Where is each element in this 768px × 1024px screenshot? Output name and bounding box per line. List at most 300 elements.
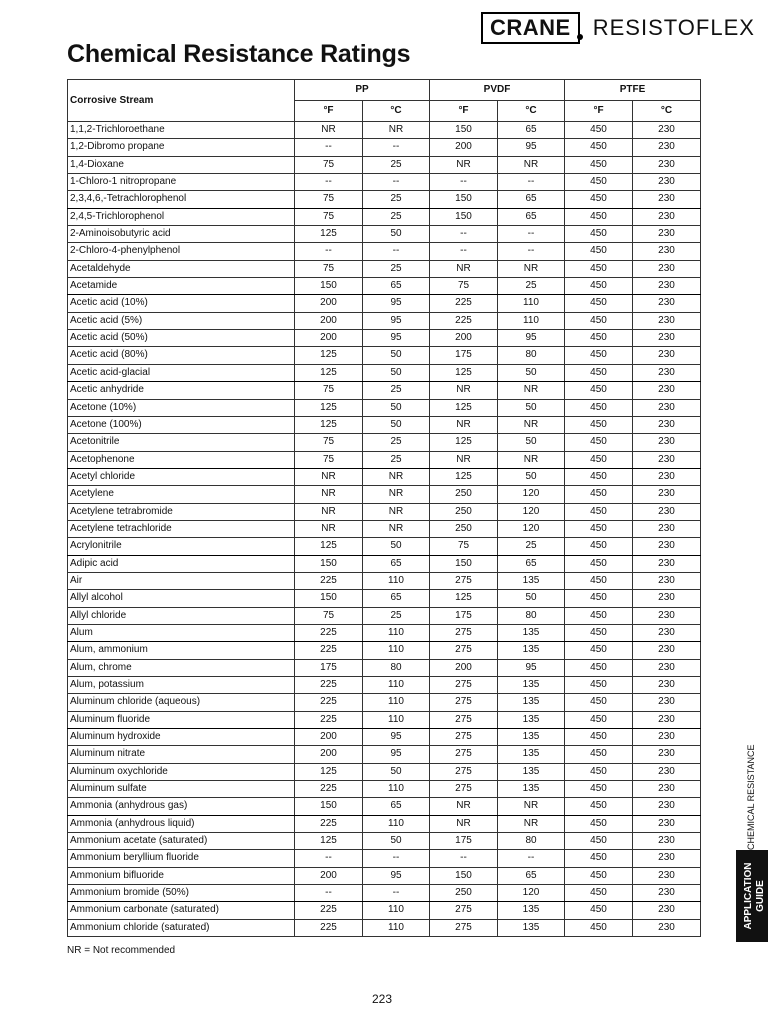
chemical-name-cell: 2-Aminoisobutyric acid xyxy=(68,226,295,243)
table-row xyxy=(68,295,701,312)
rating-cell: 230 xyxy=(633,243,701,260)
rating-cell: 450 xyxy=(565,416,633,433)
rating-cell: 450 xyxy=(565,694,633,711)
footnote: NR = Not recommended xyxy=(67,945,176,956)
rating-cell: NR xyxy=(430,260,498,277)
rating-cell: 125 xyxy=(295,763,363,780)
rating-cell: 25 xyxy=(498,278,565,295)
chemical-name-cell: Ammonium bromide (50%) xyxy=(68,885,295,902)
rating-cell: 25 xyxy=(498,538,565,555)
side-section-label xyxy=(742,744,768,850)
rating-cell: -- xyxy=(498,243,565,260)
rating-cell: 110 xyxy=(363,624,430,641)
rating-cell: NR xyxy=(430,451,498,468)
rating-cell: 450 xyxy=(565,364,633,381)
rating-cell: 135 xyxy=(498,572,565,589)
rating-cell: 110 xyxy=(363,677,430,694)
rating-cell: 95 xyxy=(498,659,565,676)
rating-cell: 110 xyxy=(363,572,430,589)
rating-cell: -- xyxy=(430,226,498,243)
chemical-name-cell: Acetone (100%) xyxy=(68,416,295,433)
rating-cell: 250 xyxy=(430,520,498,537)
rating-cell: 120 xyxy=(498,885,565,902)
table-row xyxy=(68,677,701,694)
rating-cell: 450 xyxy=(565,607,633,624)
rating-cell: 230 xyxy=(633,174,701,191)
rating-cell: 110 xyxy=(498,295,565,312)
table-row xyxy=(68,729,701,746)
rating-cell: 450 xyxy=(565,226,633,243)
rating-cell: 200 xyxy=(295,729,363,746)
rating-cell: 135 xyxy=(498,781,565,798)
rating-cell: 250 xyxy=(430,486,498,503)
rating-cell: 450 xyxy=(565,642,633,659)
table-row xyxy=(68,122,701,139)
rating-cell: 230 xyxy=(633,711,701,728)
rating-cell: 110 xyxy=(363,781,430,798)
chemical-name-cell: Acetyl chloride xyxy=(68,468,295,485)
rating-cell: 230 xyxy=(633,122,701,139)
rating-cell: 230 xyxy=(633,364,701,381)
table-row xyxy=(68,139,701,156)
chemical-name-cell: Acetic acid-glacial xyxy=(68,364,295,381)
rating-cell: 150 xyxy=(295,278,363,295)
rating-cell: -- xyxy=(363,174,430,191)
side-tab-line2: GUIDE xyxy=(755,880,766,912)
unit-header-pp-f: °F xyxy=(295,101,363,122)
rating-cell: 225 xyxy=(430,295,498,312)
side-section-label-text: CHEMICAL RESISTANCE xyxy=(746,744,756,850)
rating-cell: 135 xyxy=(498,694,565,711)
rating-cell: NR xyxy=(430,815,498,832)
rating-cell: 225 xyxy=(295,694,363,711)
table-row xyxy=(68,278,701,295)
rating-cell: 135 xyxy=(498,746,565,763)
table-row xyxy=(68,850,701,867)
logo-dot xyxy=(577,34,583,40)
rating-cell: 50 xyxy=(498,399,565,416)
rating-cell: 230 xyxy=(633,694,701,711)
chemical-name-cell: Alum, ammonium xyxy=(68,642,295,659)
table-row xyxy=(68,260,701,277)
table-row xyxy=(68,746,701,763)
chemical-name-cell: Ammonium beryllium fluoride xyxy=(68,850,295,867)
table-row xyxy=(68,520,701,537)
rating-cell: 200 xyxy=(430,659,498,676)
rating-cell: 120 xyxy=(498,520,565,537)
rating-cell: 200 xyxy=(430,330,498,347)
rating-cell: 200 xyxy=(295,330,363,347)
rating-cell: 250 xyxy=(430,885,498,902)
rating-cell: -- xyxy=(363,885,430,902)
rating-cell: 250 xyxy=(430,503,498,520)
table-row xyxy=(68,555,701,572)
table-row xyxy=(68,590,701,607)
rating-cell: 275 xyxy=(430,763,498,780)
rating-cell: 225 xyxy=(430,312,498,329)
table-row xyxy=(68,624,701,641)
chemical-name-cell: 1-Chloro-1 nitropropane xyxy=(68,174,295,191)
rating-cell: 150 xyxy=(295,798,363,815)
chemical-name-cell: 2,4,5-Trichlorophenol xyxy=(68,208,295,225)
unit-header-pvdf-f: °F xyxy=(430,101,498,122)
chemical-name-cell: Acetylene tetrabromide xyxy=(68,503,295,520)
chemical-name-cell: Acetic acid (80%) xyxy=(68,347,295,364)
rating-cell: 230 xyxy=(633,191,701,208)
rating-cell: 450 xyxy=(565,330,633,347)
rating-cell: 230 xyxy=(633,486,701,503)
table-row xyxy=(68,538,701,555)
rating-cell: 450 xyxy=(565,781,633,798)
rating-cell: 230 xyxy=(633,226,701,243)
rating-cell: 450 xyxy=(565,538,633,555)
rating-cell: 225 xyxy=(295,919,363,936)
chemical-name-cell: Alum xyxy=(68,624,295,641)
rating-cell: -- xyxy=(430,174,498,191)
rating-cell: 230 xyxy=(633,278,701,295)
rating-cell: 230 xyxy=(633,538,701,555)
table-row xyxy=(68,208,701,225)
rating-cell: NR xyxy=(498,451,565,468)
chemical-name-cell: Aluminum oxychloride xyxy=(68,763,295,780)
rating-cell: 75 xyxy=(295,156,363,173)
unit-header-pp-c: °C xyxy=(363,101,430,122)
rating-cell: 50 xyxy=(363,416,430,433)
rating-cell: 230 xyxy=(633,399,701,416)
table-row xyxy=(68,243,701,260)
rating-cell: 135 xyxy=(498,624,565,641)
table-row xyxy=(68,815,701,832)
table-row xyxy=(68,763,701,780)
rating-cell: NR xyxy=(363,486,430,503)
chemical-name-cell: Acetylene xyxy=(68,486,295,503)
rating-cell: 150 xyxy=(430,191,498,208)
rating-cell: 50 xyxy=(498,434,565,451)
rating-cell: 275 xyxy=(430,694,498,711)
table-row xyxy=(68,486,701,503)
crane-logo-text: CRANE xyxy=(490,15,571,40)
chemical-name-cell: Ammonium carbonate (saturated) xyxy=(68,902,295,919)
rating-cell: 125 xyxy=(295,538,363,555)
rating-cell: 450 xyxy=(565,867,633,884)
rating-cell: NR xyxy=(295,503,363,520)
rating-cell: 125 xyxy=(430,364,498,381)
rating-cell: 450 xyxy=(565,624,633,641)
chemical-name-cell: Acrylonitrile xyxy=(68,538,295,555)
chemical-name-cell: 1,2-Dibromo propane xyxy=(68,139,295,156)
rating-cell: -- xyxy=(430,243,498,260)
rating-cell: 230 xyxy=(633,885,701,902)
rating-cell: 225 xyxy=(295,624,363,641)
table-row xyxy=(68,364,701,381)
rating-cell: 175 xyxy=(295,659,363,676)
table-row xyxy=(68,330,701,347)
rating-cell: 230 xyxy=(633,659,701,676)
rating-cell: 230 xyxy=(633,763,701,780)
rating-cell: 110 xyxy=(363,919,430,936)
rating-cell: 75 xyxy=(295,434,363,451)
rating-cell: 450 xyxy=(565,885,633,902)
rating-cell: 225 xyxy=(295,781,363,798)
table-row xyxy=(68,156,701,173)
rating-cell: 230 xyxy=(633,347,701,364)
rating-cell: 80 xyxy=(498,347,565,364)
table-row xyxy=(68,468,701,485)
side-tab-line1: APPLICATION xyxy=(743,862,754,930)
rating-cell: 450 xyxy=(565,347,633,364)
rating-cell: 80 xyxy=(498,607,565,624)
rating-cell: NR xyxy=(430,798,498,815)
table-body xyxy=(68,122,701,937)
rating-cell: 200 xyxy=(295,867,363,884)
rating-cell: 135 xyxy=(498,763,565,780)
rating-cell: 95 xyxy=(498,330,565,347)
rating-cell: NR xyxy=(430,382,498,399)
rating-cell: NR xyxy=(363,468,430,485)
column-header-ptfe: PTFE xyxy=(565,80,701,101)
rating-cell: 50 xyxy=(363,399,430,416)
rating-cell: 450 xyxy=(565,555,633,572)
rating-cell: NR xyxy=(430,416,498,433)
crane-logo xyxy=(481,12,580,44)
rating-cell: NR xyxy=(498,260,565,277)
chemical-name-cell: Acetic anhydride xyxy=(68,382,295,399)
rating-cell: 230 xyxy=(633,833,701,850)
rating-cell: 275 xyxy=(430,711,498,728)
rating-cell: 135 xyxy=(498,729,565,746)
rating-cell: 230 xyxy=(633,156,701,173)
rating-cell: 450 xyxy=(565,451,633,468)
rating-cell: 25 xyxy=(363,382,430,399)
rating-cell: 200 xyxy=(295,746,363,763)
chemical-name-cell: Acetaldehyde xyxy=(68,260,295,277)
rating-cell: 275 xyxy=(430,642,498,659)
rating-cell: -- xyxy=(363,850,430,867)
resistoflex-logo-text: RESISTOFLEX xyxy=(592,15,755,40)
chemical-name-cell: 2-Chloro-4-phenylphenol xyxy=(68,243,295,260)
rating-cell: 225 xyxy=(295,572,363,589)
chemical-name-cell: Alum, chrome xyxy=(68,659,295,676)
chemical-name-cell: Acetic acid (5%) xyxy=(68,312,295,329)
rating-cell: 80 xyxy=(498,833,565,850)
rating-cell: 150 xyxy=(295,555,363,572)
rating-cell: 230 xyxy=(633,330,701,347)
rating-cell: 95 xyxy=(363,312,430,329)
rating-cell: 65 xyxy=(498,122,565,139)
rating-cell: 275 xyxy=(430,624,498,641)
rating-cell: 450 xyxy=(565,278,633,295)
rating-cell: 65 xyxy=(498,555,565,572)
chemical-name-cell: Aluminum sulfate xyxy=(68,781,295,798)
side-guide-tab xyxy=(736,850,768,942)
unit-header-ptfe-c: °C xyxy=(633,101,701,122)
chemical-name-cell: Allyl alcohol xyxy=(68,590,295,607)
rating-cell: NR xyxy=(295,486,363,503)
rating-cell: NR xyxy=(363,520,430,537)
rating-cell: 25 xyxy=(363,451,430,468)
table-row xyxy=(68,711,701,728)
rating-cell: 125 xyxy=(295,416,363,433)
table-row xyxy=(68,503,701,520)
rating-cell: 450 xyxy=(565,833,633,850)
rating-cell: 275 xyxy=(430,572,498,589)
rating-cell: 275 xyxy=(430,919,498,936)
rating-cell: 50 xyxy=(363,364,430,381)
chemical-name-cell: 1,4-Dioxane xyxy=(68,156,295,173)
rating-cell: 450 xyxy=(565,919,633,936)
rating-cell: 65 xyxy=(498,867,565,884)
rating-cell: 175 xyxy=(430,347,498,364)
rating-cell: -- xyxy=(295,243,363,260)
rating-cell: 275 xyxy=(430,746,498,763)
rating-cell: 175 xyxy=(430,607,498,624)
rating-cell: -- xyxy=(363,243,430,260)
table-row xyxy=(68,416,701,433)
chemical-name-cell: Aluminum hydroxide xyxy=(68,729,295,746)
rating-cell: 230 xyxy=(633,867,701,884)
rating-cell: NR xyxy=(430,156,498,173)
rating-cell: 450 xyxy=(565,572,633,589)
rating-cell: 80 xyxy=(363,659,430,676)
rating-cell: 110 xyxy=(498,312,565,329)
rating-cell: 120 xyxy=(498,503,565,520)
rating-cell: -- xyxy=(498,174,565,191)
table-row xyxy=(68,347,701,364)
rating-cell: 95 xyxy=(363,746,430,763)
rating-cell: 135 xyxy=(498,677,565,694)
rating-cell: 450 xyxy=(565,174,633,191)
rating-cell: 25 xyxy=(363,260,430,277)
rating-cell: 450 xyxy=(565,520,633,537)
rating-cell: 230 xyxy=(633,590,701,607)
rating-cell: 450 xyxy=(565,434,633,451)
rating-cell: 125 xyxy=(295,226,363,243)
table-row xyxy=(68,382,701,399)
table-row xyxy=(68,226,701,243)
chemical-name-cell: Acetylene tetrachloride xyxy=(68,520,295,537)
rating-cell: 230 xyxy=(633,677,701,694)
rating-cell: 230 xyxy=(633,503,701,520)
rating-cell: 230 xyxy=(633,295,701,312)
rating-cell: 450 xyxy=(565,711,633,728)
rating-cell: NR xyxy=(498,416,565,433)
table-row xyxy=(68,659,701,676)
rating-cell: 450 xyxy=(565,503,633,520)
rating-cell: 95 xyxy=(498,139,565,156)
rating-cell: 150 xyxy=(430,122,498,139)
rating-cell: 175 xyxy=(430,833,498,850)
rating-cell: -- xyxy=(498,850,565,867)
rating-cell: 230 xyxy=(633,260,701,277)
table-row xyxy=(68,572,701,589)
rating-cell: 75 xyxy=(295,451,363,468)
table-row xyxy=(68,451,701,468)
table-row xyxy=(68,867,701,884)
rating-cell: 450 xyxy=(565,850,633,867)
rating-cell: 225 xyxy=(295,902,363,919)
rating-cell: 75 xyxy=(295,208,363,225)
rating-cell: 450 xyxy=(565,468,633,485)
rating-cell: 65 xyxy=(363,590,430,607)
rating-cell: 50 xyxy=(498,590,565,607)
chemical-name-cell: Ammonium bifluoride xyxy=(68,867,295,884)
rating-cell: 150 xyxy=(295,590,363,607)
chemical-name-cell: Acetamide xyxy=(68,278,295,295)
table-row xyxy=(68,919,701,936)
rating-cell: 450 xyxy=(565,295,633,312)
rating-cell: 230 xyxy=(633,607,701,624)
rating-cell: 150 xyxy=(430,208,498,225)
rating-cell: -- xyxy=(430,850,498,867)
rating-cell: 230 xyxy=(633,572,701,589)
rating-cell: 50 xyxy=(498,364,565,381)
rating-cell: 25 xyxy=(363,191,430,208)
rating-cell: 450 xyxy=(565,729,633,746)
rating-cell: NR xyxy=(295,468,363,485)
rating-cell: 125 xyxy=(430,434,498,451)
rating-cell: 125 xyxy=(295,833,363,850)
rating-cell: 200 xyxy=(430,139,498,156)
rating-cell: 450 xyxy=(565,156,633,173)
rating-cell: -- xyxy=(295,885,363,902)
rating-cell: 200 xyxy=(295,312,363,329)
rating-cell: 230 xyxy=(633,624,701,641)
rating-cell: 75 xyxy=(295,607,363,624)
rating-cell: NR xyxy=(363,503,430,520)
rating-cell: 75 xyxy=(295,382,363,399)
rating-cell: -- xyxy=(363,139,430,156)
table-row xyxy=(68,642,701,659)
rating-cell: NR xyxy=(295,122,363,139)
rating-cell: 450 xyxy=(565,902,633,919)
table-group-header-row xyxy=(68,80,701,101)
rating-cell: 75 xyxy=(430,278,498,295)
rating-cell: -- xyxy=(498,226,565,243)
rating-cell: 225 xyxy=(295,677,363,694)
unit-header-pvdf-c: °C xyxy=(498,101,565,122)
rating-cell: 450 xyxy=(565,260,633,277)
rating-cell: 450 xyxy=(565,798,633,815)
rating-cell: 230 xyxy=(633,312,701,329)
rating-cell: 230 xyxy=(633,451,701,468)
page-number: 223 xyxy=(372,992,393,1006)
rating-cell: 120 xyxy=(498,486,565,503)
chemical-name-cell: Acetonitrile xyxy=(68,434,295,451)
rating-cell: 110 xyxy=(363,815,430,832)
rating-cell: 450 xyxy=(565,763,633,780)
rating-cell: NR xyxy=(498,382,565,399)
rating-cell: NR xyxy=(363,122,430,139)
rating-cell: 150 xyxy=(430,867,498,884)
rating-cell: 25 xyxy=(363,607,430,624)
rating-cell: 125 xyxy=(430,468,498,485)
rating-cell: 230 xyxy=(633,798,701,815)
rating-cell: 230 xyxy=(633,468,701,485)
chemical-name-cell: Adipic acid xyxy=(68,555,295,572)
rating-cell: 200 xyxy=(295,295,363,312)
rating-cell: 230 xyxy=(633,902,701,919)
table-row xyxy=(68,434,701,451)
rating-cell: NR xyxy=(498,815,565,832)
rating-cell: 230 xyxy=(633,139,701,156)
rating-cell: 230 xyxy=(633,781,701,798)
table-row xyxy=(68,833,701,850)
rating-cell: 135 xyxy=(498,711,565,728)
table-row xyxy=(68,191,701,208)
rating-cell: 125 xyxy=(295,347,363,364)
column-header-pp: PP xyxy=(295,80,430,101)
table-row xyxy=(68,607,701,624)
